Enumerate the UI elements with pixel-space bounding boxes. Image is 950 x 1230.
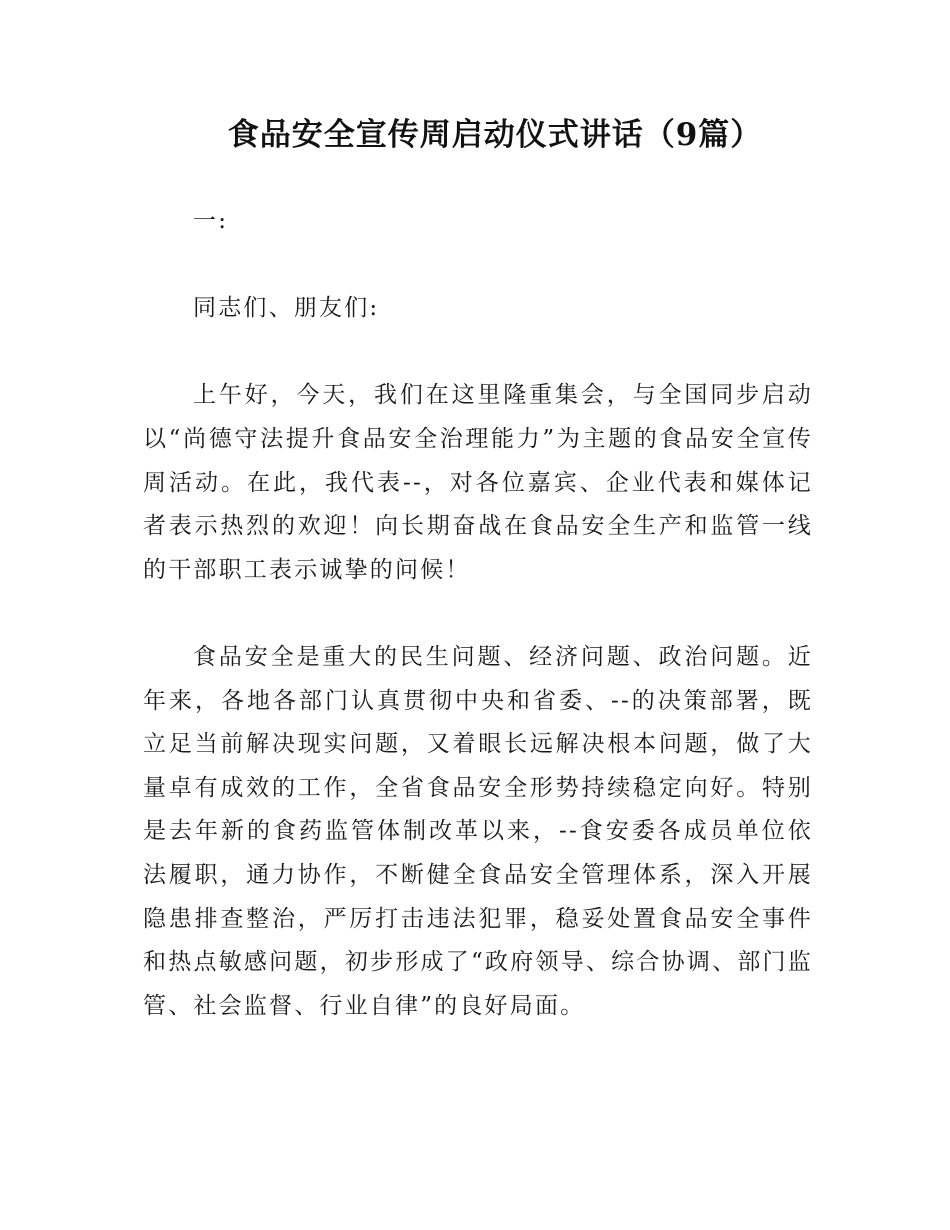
section-label: 一: [193,208,229,234]
paragraph-food-safety: 食品安全是重大的民生问题、经济问题、政治问题。近年来，各地各部门认真贯彻中央和省委、--的决策部署，既立足当前解决现实问题，又着眼长远解决根本问题，做了大量卓有成效的工作，全省食品安全形势持续稳定向好。特别是去年新的食药监管体制改革以来，--食安委各成员单位依法履职，通力协作，不断健全食品安全管理体系，深入开展隐患排查整治，严厉打击违法犯罪，稳妥处置食品安全事件和热点敏感问题，初步形成了“政府领导、综合协调、部门监管、社会监督、行业自律”的良好局面。 [143,643,813,1019]
document-body [143,200,813,1072]
document-title: 食品安全宣传周启动仪式讲话（9篇） [227,117,763,153]
paragraph-welcome: 上午好，今天，我们在这里隆重集会，与全国同步启动以“尚德守法提升食品安全治理能力”为主题的食品安全宣传周活动。在此，我代表--，对各位嘉宾、企业代表和媒体记者表示热烈的欢迎！向长期奋战在食品安全生产和监管一线的干部职工表示诚挚的问候！ [143,382,813,583]
salutation: 同志们、朋友们: [193,295,380,322]
